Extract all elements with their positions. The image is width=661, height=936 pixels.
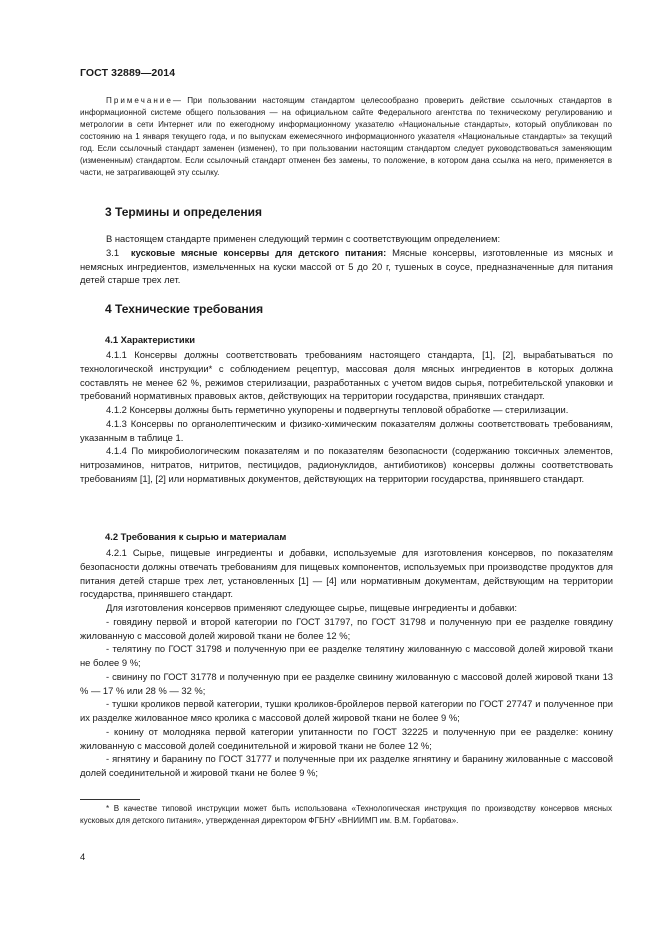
- list-item: - телятину по ГОСТ 31798 и полученную при ее разделке телятину жилованную с массовой долей жировой ткани не более 9 %;: [80, 643, 613, 668]
- clause-4-1-2: 4.1.2 Консервы должны быть герметично укупорены и подвергнуты тепловой обработке — стерилизации.: [106, 404, 569, 415]
- clause-4-1-1: 4.1.1 Консервы должны соответствовать требованиям настоящего стандарта, [1], [2], вырабатываться по технологической инструкции* с соблюдением рецептур, массовая доля мясных ингредиентов в которых должна составлять не менее 62 %, режимов стерилизации, разработанных с учетом видов сырья, потребительской упаковки и требований нормативных правовых актов, действующих на территории государства, принявших стандарт.: [80, 349, 613, 402]
- note-label: Примечание: [106, 96, 173, 105]
- list-intro: Для изготовления консервов применяют следующее сырье, пищевые ингредиенты и добавки:: [106, 602, 517, 613]
- footnote-text: * В качестве типовой инструкции может быть использована «Технологическая инструкция по производству консервов мясных кусковых для детского питания», утвержденная директором ФГБНУ «ВНИИМП им. В.М. Горбатова».: [80, 804, 612, 825]
- section-4-heading: 4 Технические требования: [105, 302, 264, 316]
- section-3-heading: 3 Термины и определения: [105, 205, 263, 219]
- reference-note: [80, 95, 612, 179]
- list-item: - свинину по ГОСТ 31778 и полученную при ее разделке свинину жилованную с массовой долей жировой ткани 13 % — 17 % или 28 % — 32 %;: [80, 670, 613, 696]
- subsection-4-2-heading: 4.2 Требования к сырью и материалам: [105, 531, 287, 542]
- subsection-4-1-body: [80, 348, 613, 486]
- section-3-intro: В настоящем стандарте применен следующий термин с соответствующим определением:: [106, 233, 501, 244]
- section-3-body: [80, 232, 613, 287]
- term-number: 3.1: [106, 246, 120, 258]
- list-item: - говядину первой и второй категории по ГОСТ 31797, по ГОСТ 31798 и полученную при ее разделке говядину жилованную с массовой долей жировой ткани не более 12 %;: [80, 615, 613, 641]
- subsection-4-1-heading: 4.1 Характеристики: [105, 334, 196, 345]
- footnote-separator: [80, 799, 140, 800]
- clause-4-1-4: 4.1.4 По микробиологическим показателям и по показателям безопасности (содержанию токсичных элементов, нитрозаминов, нитратов, нитритов, пестицидов, радионуклидов, антибиотиков) консервы должны соответствовать требованиям [1], [2] или нормативных документов, действующих на территории государства, принявшего стандарт.: [80, 445, 613, 484]
- footnote: [80, 803, 612, 827]
- clause-4-1-3: 4.1.3 Консервы по органолептическим и физико-химическим показателям должны соответствовать требованиям, указанным в таблице 1.: [80, 417, 613, 443]
- page-number: 4: [80, 851, 86, 862]
- list-item: - ягнятину и баранину по ГОСТ 31777 и полученные при их разделке ягнятину и баранину жилованные с массовой долей соединительной и жировой ткани не более 9 %;: [80, 753, 613, 778]
- clause-4-2-1: 4.2.1 Сырье, пищевые ингредиенты и добавки, используемые для изготовления консервов, по показателям безопасности должны отвечать требованиям для пищевых компонентов, используемых при производстве продуктов для питания детей старше трех лет, установленных [1] — [4] или нормативным документам, действующим на территории государства, принявшего стандарт.: [80, 547, 613, 600]
- term-definition: Мясные консервы, изготовленные из мясных и немясных ингредиентов, измельченных на куски массой от 5 до 20 г, тушеных в соусе, предназначенные для питания детей старше трех лет.: [80, 246, 614, 286]
- list-item: - конину от молодняка первой категории упитанности по ГОСТ 32225 и полученную при ее разделке: конину жилованную с массовой долей соединительной и жировой ткани не более 12 %;: [80, 725, 613, 751]
- note-text: — При пользовании настоящим стандартом целесообразно проверить действие ссылочных стандартов в информационной системе общего пользования — на официальном сайте Федерального агентства по техническому регулированию и метрологии в сети Интернет или по ежегодному информационному указателю «Национальные стандарты», который опубликован по состоянию на 1 января текущего года, и по выпускам ежемесячного информационного указателя «Национальные стандарты» за текущий год. Если ссылочный стандарт заменен (изменен), то при пользовании настоящим стандартом следует руководствоваться заменяющим (измененным) стандартом. Если ссылочный стандарт отменен без замены, то положение, в котором дана ссылка на него, применяется в части, не затрагивающей эту ссылку.: [80, 96, 612, 177]
- standard-header: ГОСТ 32889—2014: [80, 67, 176, 79]
- term-3-1: [80, 246, 613, 287]
- subsection-4-2-body: [80, 546, 613, 780]
- term-name: кусковые мясные консервы для детского питания:: [130, 246, 387, 258]
- list-item: - тушки кроликов первой категории, тушки кроликов-бройлеров первой категории по ГОСТ 27747 и полученное при их разделке жилованное мясо кролика с массовой долей жировой ткани не более 9 %;: [80, 698, 613, 723]
